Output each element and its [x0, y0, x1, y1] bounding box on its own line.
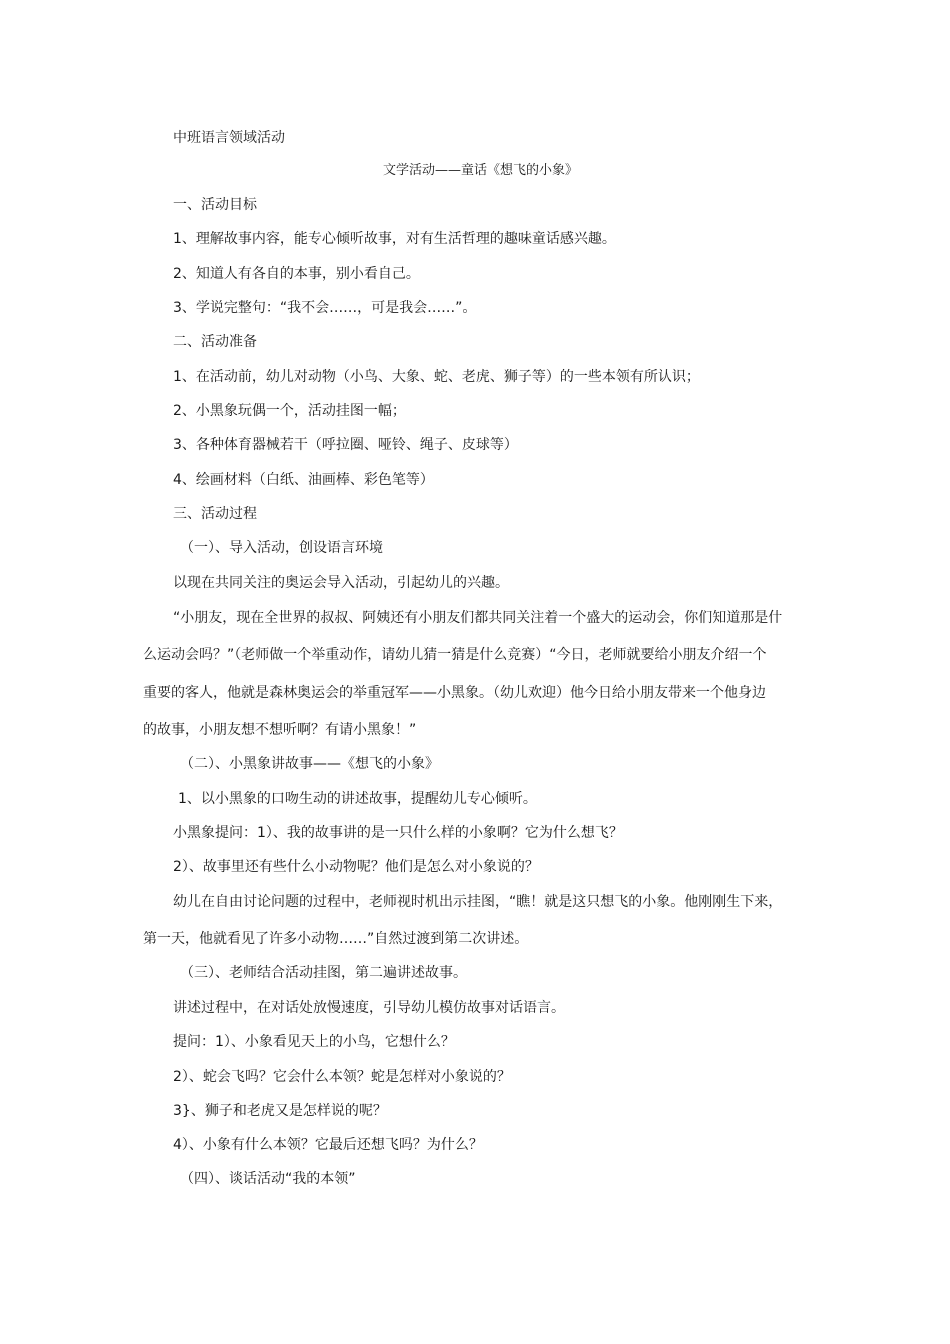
paragraph-line: 2）、故事里还有些什么小动物呢？他们是怎么对小象说的？: [173, 859, 539, 875]
paragraph-line: “小朋友，现在全世界的叔叔、阿姨还有小朋友们都共同关注着一个盛大的运动会，你们知道那是什: [173, 610, 783, 626]
paragraph-line: 么运动会吗？”（老师做一个举重动作，请幼儿猜一猜是什么竞赛）“今日，老师就要给小朋友介绍一个: [143, 647, 767, 663]
paragraph-line: 3、各种体育器械若干（呼拉圈、哑铃、绳子、皮球等）: [173, 437, 518, 453]
section-heading: 三、活动过程: [173, 506, 257, 522]
paragraph-line: 以现在共同关注的奥运会导入活动，引起幼儿的兴趣。: [173, 575, 509, 591]
section-heading: 二、活动准备: [173, 334, 257, 350]
paragraph-line: 2）、蛇会飞吗？它会什么本领？蛇是怎样对小象说的？: [173, 1069, 511, 1085]
paragraph-line: 提问：1）、小象看见天上的小鸟，它想什么？: [173, 1034, 455, 1050]
paragraph-line: 1、以小黑象的口吻生动的讲述故事，提醒幼儿专心倾听。: [178, 791, 537, 807]
paragraph-line: 的故事，小朋友想不想听啊？有请小黑象！”: [143, 722, 417, 738]
subsection-heading: （一）、导入活动，创设语言环境: [180, 540, 383, 556]
paragraph-line: 3、学说完整句：“我不会……，可是我会……”。: [173, 300, 477, 316]
paragraph-line: 4、绘画材料（白纸、油画棒、彩色笔等）: [173, 472, 434, 488]
paragraph-line: 1、理解故事内容，能专心倾听故事，对有生活哲理的趣味童话感兴趣。: [173, 231, 616, 247]
section-heading: 一、活动目标: [173, 197, 257, 213]
subsection-heading: （三）、老师结合活动挂图，第二遍讲述故事。: [180, 965, 467, 981]
paragraph-line: 小黑象提问：1）、我的故事讲的是一只什么样的小象啊？它为什么想飞？: [173, 825, 623, 841]
paragraph-line: 幼儿在自由讨论问题的过程中，老师视时机出示挂图，“瞧！就是这只想飞的小象。他刚刚生下来，: [173, 894, 783, 910]
paragraph-line: 2、小黑象玩偶一个，活动挂图一幅；: [173, 403, 406, 419]
paragraph-line: 1、在活动前，幼儿对动物（小鸟、大象、蛇、老虎、狮子等）的一些本领有所认识；: [173, 369, 700, 385]
paragraph-line: 讲述过程中，在对话处放慢速度，引导幼儿模仿故事对话语言。: [173, 1000, 565, 1016]
paragraph-line: 3}、狮子和老虎又是怎样说的呢？: [173, 1103, 387, 1119]
document-title: 中班语言领域活动: [173, 130, 285, 146]
paragraph-line: 第一天，他就看见了许多小动物……”自然过渡到第二次讲述。: [143, 931, 529, 947]
paragraph-line: 2、知道人有各自的本事，别小看自己。: [173, 266, 420, 282]
paragraph-line: 重要的客人，他就是森林奥运会的举重冠军——小黑象。（幼儿欢迎）他今日给小朋友带来一个他身边: [143, 685, 766, 701]
paragraph-line: 4）、小象有什么本领？它最后还想飞吗？为什么？: [173, 1137, 483, 1153]
subsection-heading: （四）、谈话活动“我的本领”: [180, 1171, 356, 1187]
subsection-heading: （二）、小黑象讲故事——《想飞的小象》: [180, 756, 439, 772]
document-subtitle: 文学活动——童话《想飞的小象》: [383, 163, 579, 178]
